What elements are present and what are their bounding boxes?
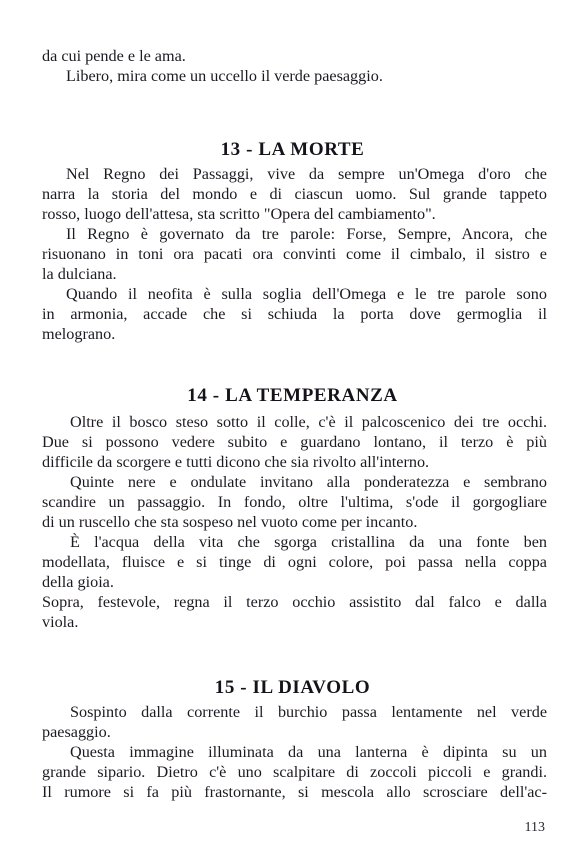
section-15-line-5: Il rumore si fa più frastornante, si mescola allo scrosciare dell'ac- xyxy=(42,783,547,801)
page-number: 113 xyxy=(524,820,545,835)
section-14-title: 14 - LA TEMPERANZA xyxy=(187,385,398,406)
section-13-line-7: Quando il neofita è sulla soglia dell'Omega e le tre parole sono xyxy=(66,285,547,303)
section-14-line-10: Sopra, festevole, regna il terzo occhio assistito dal falco e dalla xyxy=(42,593,547,611)
section-15-line-1: Sospinto dalla corrente il burchio passa lentamente nel verde xyxy=(70,703,547,721)
section-15-line-2: paesaggio. xyxy=(42,723,111,741)
section-14-line-1: Oltre il bosco steso sotto il colle, c'è il palcoscenico dei tre occhi. xyxy=(70,413,547,431)
section-13-title: 13 - LA MORTE xyxy=(220,139,365,160)
section-14-line-2: Due si possono vedere subito e guardano lontano, il terzo è più xyxy=(42,433,547,451)
section-13-line-4: Il Regno è governato da tre parole: Forse, Sempre, Ancora, che xyxy=(66,225,547,243)
intro-line-2: Libero, mira come un uccello il verde paesaggio. xyxy=(66,67,383,85)
section-15-line-3: Questa immagine illuminata da una lanterna è dipinta su un xyxy=(70,743,547,761)
section-15-title: 15 - IL DIAVOLO xyxy=(214,677,371,698)
section-13-line-3: rosso, luogo dell'attesa, sta scritto "Opera del cambiamento". xyxy=(42,205,436,223)
section-13-line-9: melograno. xyxy=(42,325,116,343)
section-14-line-5: scandire un passaggio. In fondo, oltre l'ultima, s'ode il gorgogliare xyxy=(42,493,547,511)
section-14-line-3: difficile da scorgere e tutti dicono che sia rivolto all'interno. xyxy=(42,453,430,471)
intro-line-1: da cui pende e le ama. xyxy=(42,47,186,65)
section-14-line-8: modellata, fluisce e si tinge di ogni colore, poi passa nella coppa xyxy=(42,553,547,571)
section-13-line-5: risuonano in toni ora pacati ora convinti come il cimbalo, il sistro e xyxy=(42,245,547,263)
section-14-line-4: Quinte nere e ondulate invitano alla ponderatezza e sembrano xyxy=(70,473,547,491)
section-13-line-6: la dulciana. xyxy=(42,265,117,283)
section-13-line-8: in armonia, accade che si schiuda la porta dove germoglia il xyxy=(42,305,547,323)
section-14-line-11: viola. xyxy=(42,613,79,631)
section-13-line-1: Nel Regno dei Passaggi, vive da sempre un'Omega d'oro che xyxy=(66,165,547,183)
section-13-line-2: narra la storia del mondo e di ciascun uomo. Sul grande tappeto xyxy=(42,185,547,203)
section-14-line-6: di un ruscello che sta sospeso nel vuoto come per incanto. xyxy=(42,513,418,531)
section-14-line-7: È l'acqua della vita che sgorga cristallina da una fonte ben xyxy=(70,533,547,551)
section-15-line-4: grande sipario. Dietro c'è uno scalpitare di zoccoli piccoli e grandi. xyxy=(42,763,547,781)
section-14-line-9: della gioia. xyxy=(42,573,114,591)
